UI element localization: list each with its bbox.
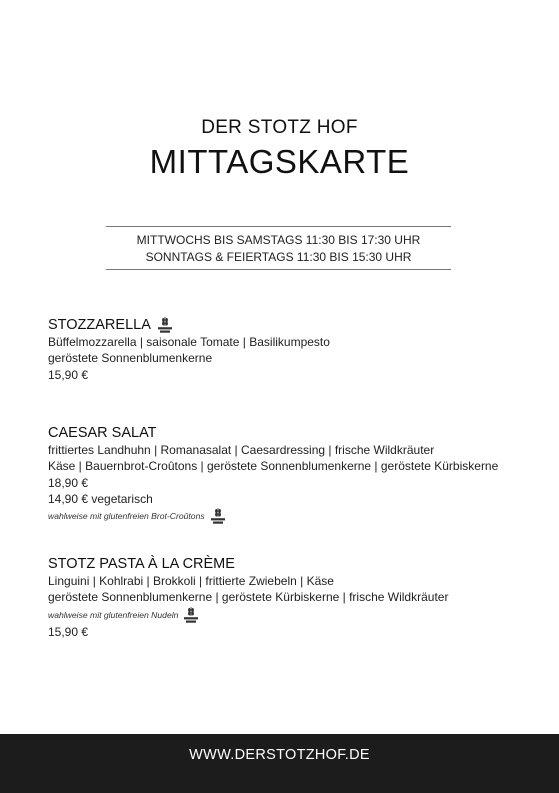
menu-item-caesar-salat (48, 424, 518, 525)
website-link[interactable]: WWW.DERSTOTZHOF.DE (189, 747, 370, 763)
menu-item-price-vegetarian: 14,90 € vegetarisch (48, 491, 153, 506)
footer-bar (0, 734, 559, 793)
menu-item-stotz-pasta (48, 555, 518, 640)
menu-item-note (48, 507, 518, 525)
menu-item-description-2: Käse | Bauernbrot-Croûtons | geröstete Sonnenblumenkerne | geröstete Kürbiskerne (48, 459, 499, 474)
menu-item-note (48, 606, 518, 624)
menu-item-description-1: Büffelmozzarella | saisonale Tomate | Basilikumpesto (48, 335, 330, 349)
menu-item-description-1: Linguini | Kohlrabi | Brokkoli | frittierte Zwiebeln | Käse (48, 574, 334, 588)
menu-item-price: 15,90 € (48, 624, 89, 639)
menu-item-price: 15,90 € (48, 367, 89, 382)
menu-item-description-1: frittiertes Landhuhn | Romanasalat | Caesardressing | frische Wildkräuter (48, 443, 435, 457)
opening-hours (106, 226, 451, 270)
gluten-free-wheat-icon (183, 606, 199, 624)
menu-item-title: STOTZ PASTA À LA CRÈME (48, 556, 235, 572)
menu-item-name (48, 555, 518, 573)
menu-item-stozzarella (48, 316, 518, 383)
menu-item-price: 18,90 € (48, 475, 89, 490)
page-title: MITTAGSKARTE (149, 143, 410, 180)
gluten-free-wheat-icon (157, 316, 173, 334)
hours-line-sundays: SONNTAGS & FEIERTAGS 11:30 BIS 15:30 UHR (145, 250, 412, 264)
note-text: wahlweise mit glutenfreien Brot-Croûtons (48, 511, 205, 522)
menu-item-title: STOZZARELLA (48, 317, 151, 333)
menu-item-name (48, 424, 518, 442)
menu-item-name (48, 316, 518, 334)
gluten-free-wheat-icon (210, 507, 226, 525)
menu-item-description-2: geröstete Sonnenblumenkerne | geröstete Kürbiskerne | frische Wildkräuter (48, 590, 449, 605)
menu-item-title: CAESAR SALAT (48, 425, 157, 441)
note-text: wahlweise mit glutenfreien Nudeln (48, 609, 179, 620)
hours-line-weekdays: MITTWOCHS BIS SAMSTAGS 11:30 BIS 17:30 UHR (136, 233, 421, 247)
restaurant-name: DER STOTZ HOF (201, 117, 358, 138)
menu-item-description-2: geröstete Sonnenblumenkerne (48, 351, 213, 366)
